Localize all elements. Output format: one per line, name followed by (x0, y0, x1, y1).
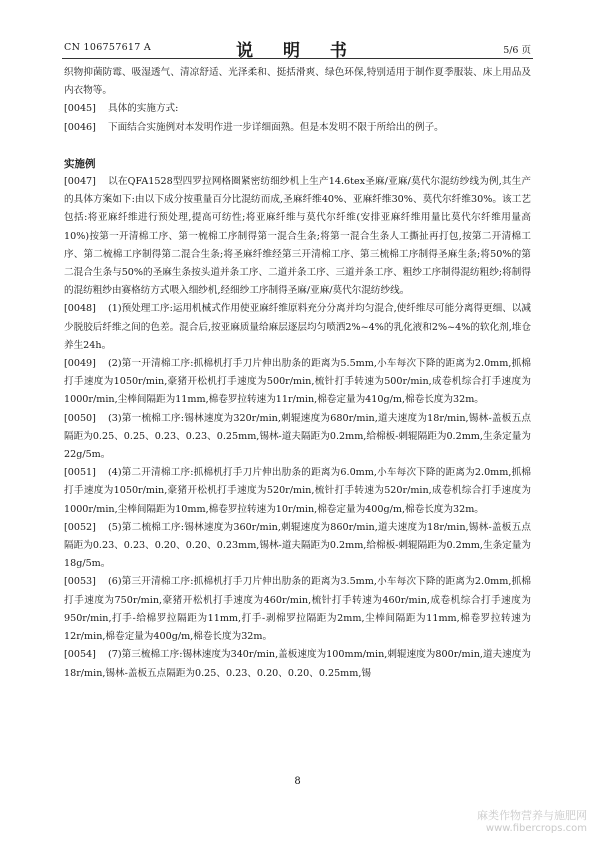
paragraph-0049 (64, 355, 531, 410)
paragraph-number: [0048] (64, 303, 96, 315)
watermark-title: 麻类作物营养与施肥网 (477, 809, 587, 822)
document-body (64, 64, 531, 683)
paragraph-number: [0054] (64, 649, 96, 661)
paragraph-number: [0052] (64, 521, 96, 533)
paragraph-text: (6)第三开清棉工序:抓棉机打手刀片伸出肋条的距离为3.5mm,小车每次下降的距离为2.0mm,抓棉打手速度为750r/min,豪猪开松机打手速度为460r/min,梳针打手转速为460r/min,成卷机综合打手速度为950r/min,打手-给棉罗拉隔距为11mm,打手-剥棉罗拉隔距为2mm,尘棒间隔距为11mm,棉卷罗拉转速为12r/min,棉卷定量为400g/m,棉卷长度为32m。 (64, 576, 531, 643)
paragraph-text: (2)第一开清棉工序:抓棉机打手刀片伸出肋条的距离为5.5mm,小车每次下降的距离为2.0mm,抓棉打手速度为1050r/min,豪猪开松机打手速度为500r/min,梳针打手转速为500r/min,成卷机综合打手速度为1000r/min,尘棒间隔距为11mm,棉卷罗拉转速为11r/min,棉卷定量为410g/m,棉卷长度为32m。 (64, 358, 531, 406)
header-rule (62, 58, 533, 59)
paragraph-number: [0047] (64, 176, 96, 188)
paragraph-text: 下面结合实施例对本发明作进一步详细面熟。但是本发明不限于所给出的例子。 (108, 121, 444, 133)
paragraph-number: [0046] (64, 121, 96, 133)
paragraph-0048 (64, 300, 531, 355)
paragraph-number: [0050] (64, 412, 96, 424)
watermark-url: www.fibercrops.com (485, 823, 587, 834)
paragraph-0053 (64, 573, 531, 646)
paragraph-0050 (64, 410, 531, 465)
paragraph-0047 (64, 173, 531, 300)
page-header (0, 0, 595, 62)
section-heading: 实施例 (64, 157, 96, 170)
paragraph-0046 (64, 119, 531, 137)
document-title: 说 明 书 (236, 41, 359, 61)
paragraph-text: 以在QFA1528型四罗拉网格圈紧密纺细纱机上生产14.6tex圣麻/亚麻/莫代尔混纺纱线为例,其生产的具体方案如下:由以下成分按重量百分比混纺而成,圣麻纤维40%、亚麻纤维30%、莫代尔纤维30%。该工艺包括:将亚麻纤维进行预处理,提高可纺性;将亚麻纤维与莫代尔纤维(安排亚麻纤维用量比莫代尔纤维用量高10%)按第一开清棉工序、第一梳棉工序制得第一混合生条;将第一混合生条人工撕扯再打包,按第二开清棉工序、第二梳棉工序制得第二混合生条;将圣麻纤维经第三开清棉工序、第三梳棉工序制得圣麻生条;将50%的第二混合生条与50%的圣麻生条按头道并条工序、二道并条工序、三道并条工序、粗纱工序制得混纺粗纱;将制得的混纺粗纱由赛格纺方式喂入细纱机,经细纱工序制得圣麻/亚麻/莫代尔混纺纱线。 (64, 176, 531, 297)
paragraph-text: (5)第二梳棉工序:锡林速度为360r/min,刺辊速度为860r/min,道夫速度为18r/min,锡林-盖板五点隔距为0.23、0.23、0.20、0.20、0.23mm,锡林-道夫隔距为0.2mm,给棉板-刺辊隔距为0.2mm,生条定量为18g/5m。 (64, 521, 531, 570)
paragraph-text: (1)预处理工序:运用机械式作用使亚麻纤维原料充分分离并均匀混合,使纤维尽可能分离得更细、以减少脱胶后纤维之间的色差。混合后,按亚麻质量给麻层逐层均匀喷洒2%~4%的乳化液和2%~4%的软化剂,堆仓养生24h。 (64, 303, 531, 351)
paragraph-text: (4)第二开清棉工序:抓棉机打手刀片伸出肋条的距离为6.0mm,小车每次下降的距离为2.0mm,抓棉打手速度为1050r/min,豪猪开松机打手速度为520r/min,梳针打手转速为520r/min,成卷机综合打手速度为1000r/min,尘棒间隔距为10mm,棉卷罗拉转速为10r/min,棉卷定量为400g/m,棉卷长度为32m。 (64, 467, 531, 515)
site-watermark (477, 807, 587, 834)
paragraph-number: [0051] (64, 467, 96, 479)
paragraph-number: [0053] (64, 576, 96, 588)
publication-number: CN 106757617 A (64, 42, 152, 53)
paragraph-text: (3)第一梳棉工序:锡林速度为320r/min,刺辊速度为680r/min,道夫速度为18r/min,锡林-盖板五点隔距为0.25、0.25、0.23、0.23、0.25mm,锡林-道夫隔距为0.2mm,给棉板-刺辊隔距为0.2mm,生条定量为22g/5m。 (64, 412, 531, 461)
paragraph-number: [0045] (64, 103, 96, 115)
paragraph-0051 (64, 464, 531, 519)
paragraph-text: 具体的实施方式: (108, 103, 179, 115)
intro-paragraph: 织物抑菌防霉、吸湿透气、清凉舒适、光泽柔和、挺括滑爽、绿色环保,特别适用于制作夏季服装、床上用品及内衣物等。 (64, 67, 531, 97)
paragraph-0052 (64, 519, 531, 574)
paragraph-0054 (64, 646, 531, 682)
paragraph-0045 (64, 100, 531, 118)
page-number: 8 (294, 776, 301, 787)
spacer (64, 137, 531, 155)
paragraph-text: (7)第三梳棉工序:锡林速度为340r/min,盖板速度为100mm/min,刺辊速度为800r/min,道夫速度为18r/min,锡林-盖板五点隔距为0.25、0.23、0.20、0.20、0.25mm,锡 (64, 649, 531, 679)
paragraph-number: [0049] (64, 358, 96, 370)
page-indicator: 5/6 页 (503, 45, 531, 56)
